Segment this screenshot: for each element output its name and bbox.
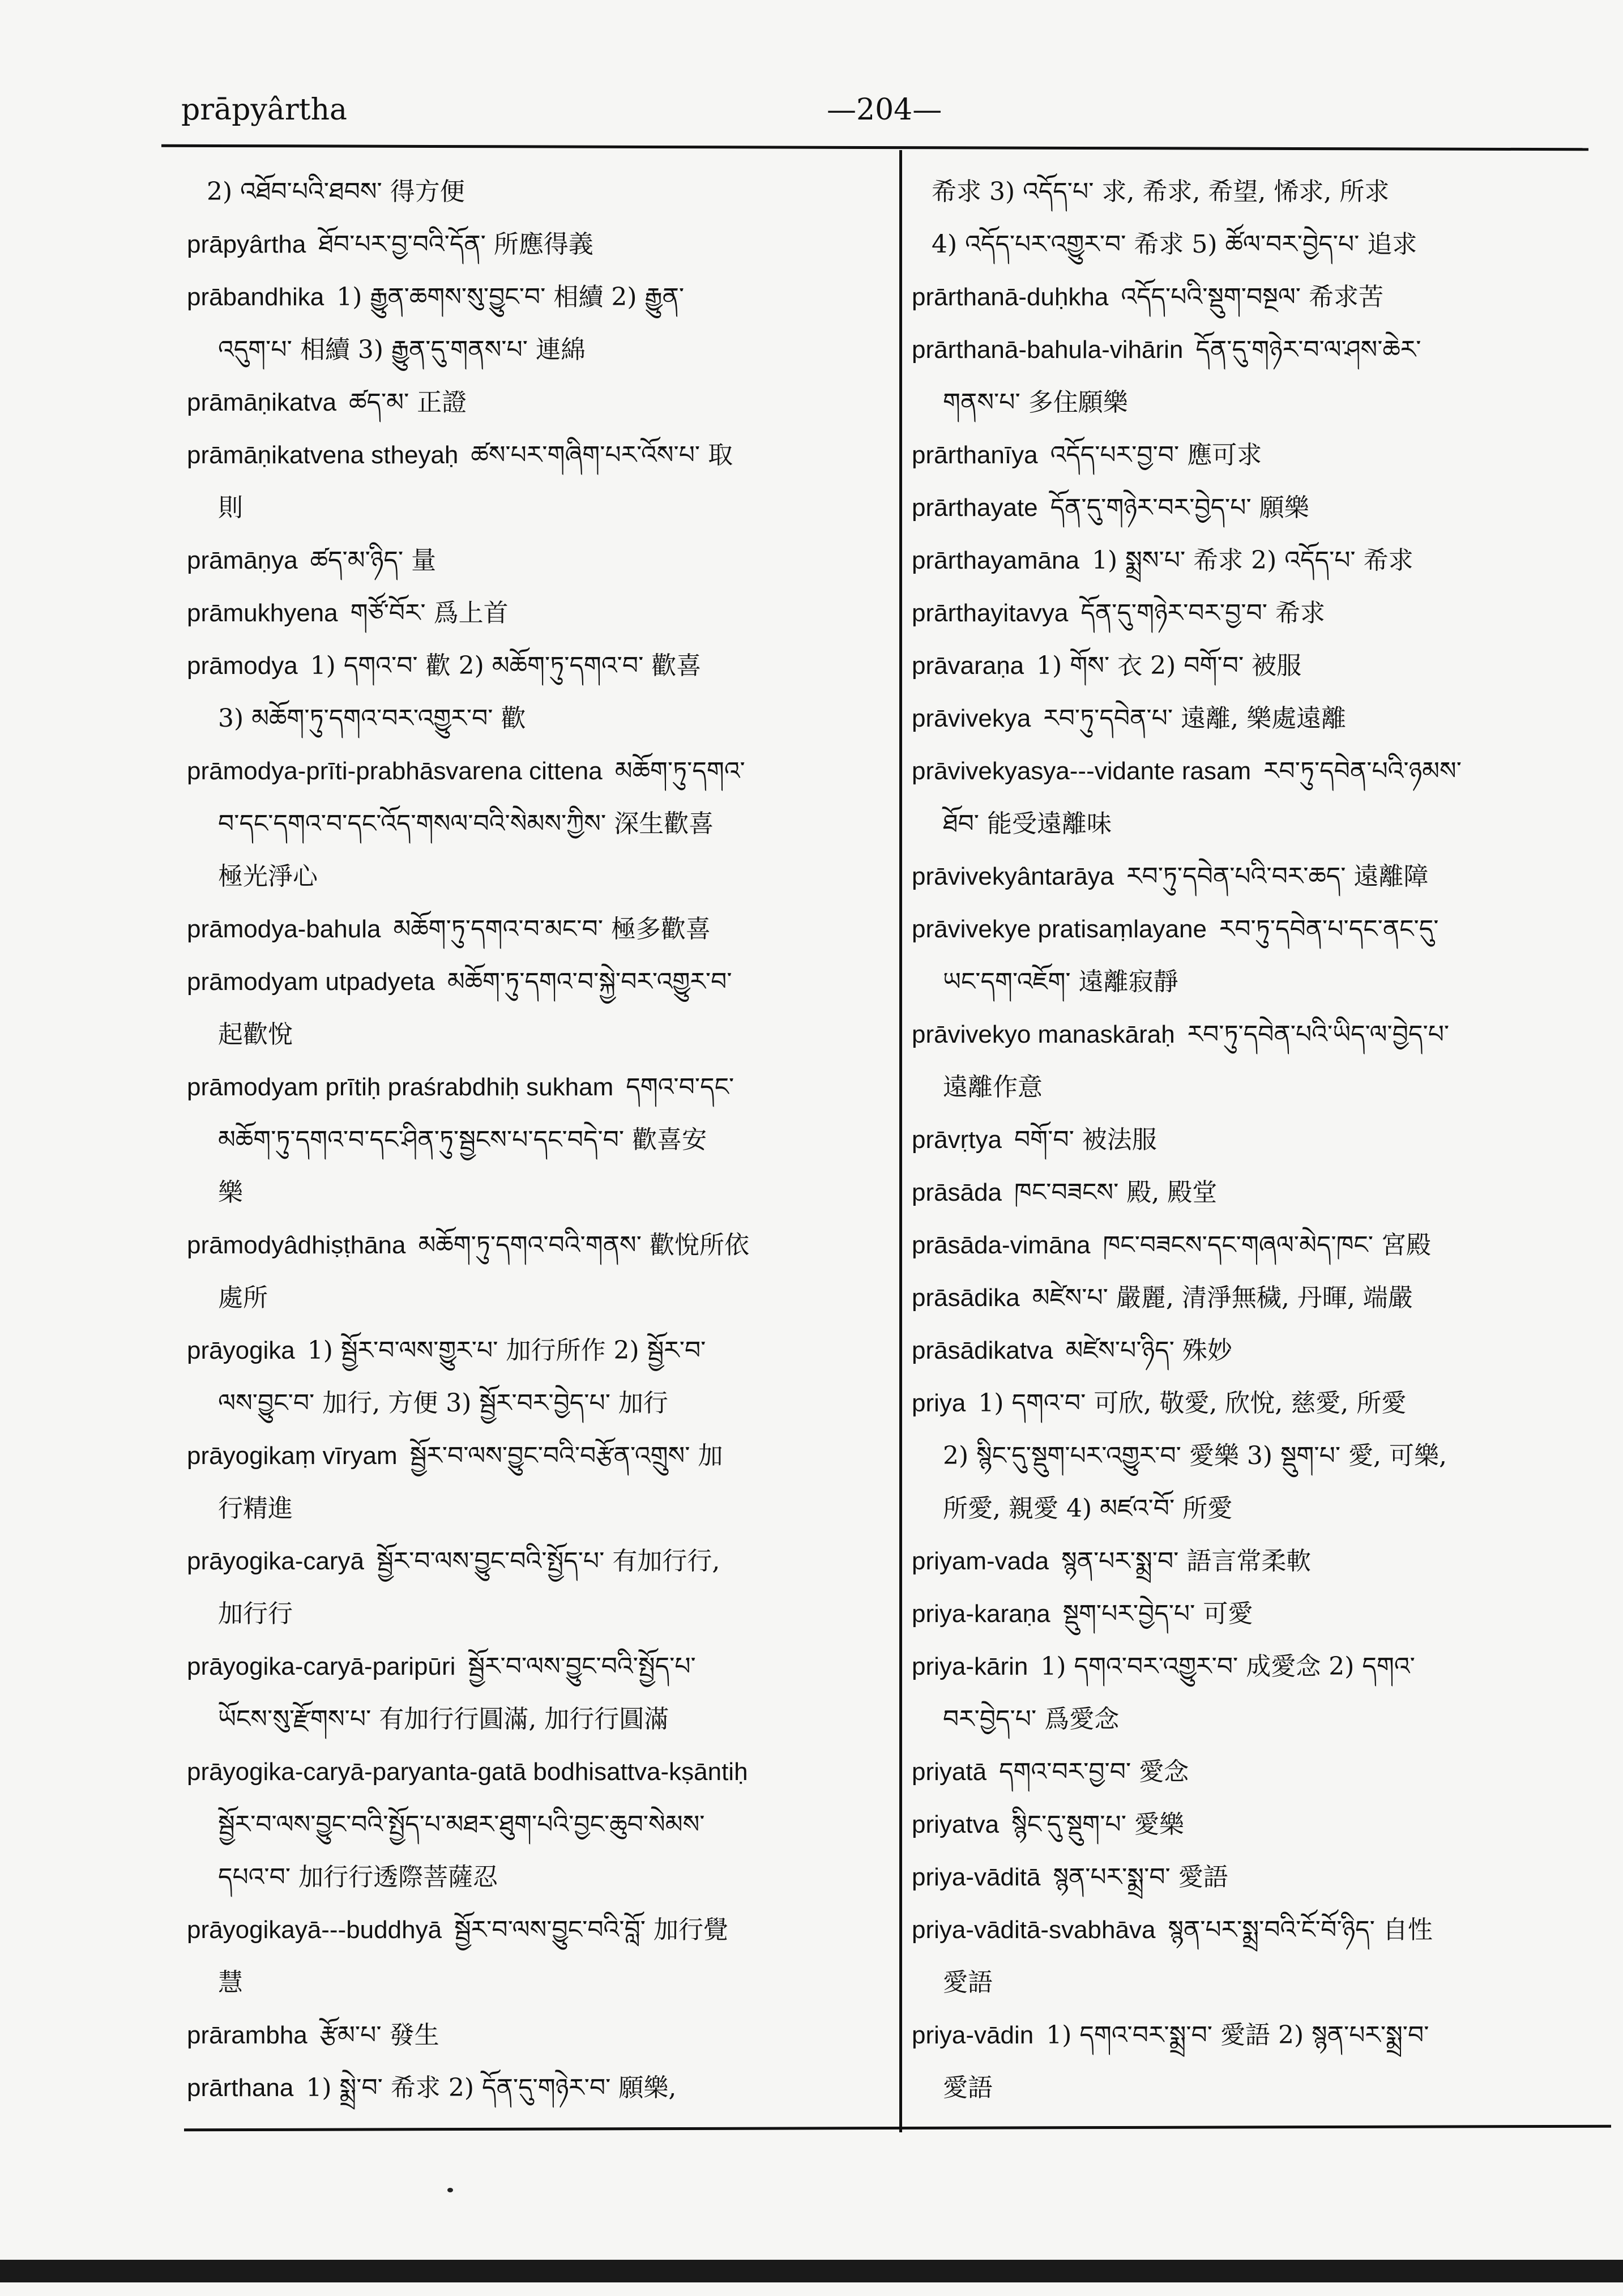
entry-headword: priyatva [912,1811,1000,1838]
entry-definition: སྙིང་དུ་སྡུག་པ་ 愛樂 [1011,1810,1184,1839]
entry-definition: མཛེས་པ་ཉིད་ 殊妙 [1065,1336,1232,1365]
entry-definition: དོན་དུ་གཉེར་བ་ལ་ཤས་ཆེར་ [1195,335,1421,364]
entry-headword: prāyogika-caryā-paripūri [187,1653,456,1680]
dictionary-entry [912,1113,1591,1166]
entry-continuation: 2) སྙིང་དུ་སྡུག་པར་འགྱུར་བ་ 愛樂 3) སྡུག་པ་ 愛, 可樂, [943,1441,1447,1470]
dictionary-entry [187,1219,886,1324]
entry-definition: 1) དགའ་བར་འགྱུར་བ་ 成愛念 2) དགའ་ [1040,1652,1415,1681]
dictionary-entry [187,2009,886,2062]
entry-headword: prāsādika [912,1284,1020,1312]
entry-definition: སྙན་པར་སྨྲ་བའི་ངོ་བོ་ཉིད་ 自性 [1168,1915,1433,1944]
entry-continuation: 行精進 [218,1494,293,1523]
entry-headword: prāvivekye pratisaṃlayane [912,915,1207,943]
entry-continuation: 愛語 [943,1968,993,1997]
entry-definition: 1) སྦྱོར་བ་ལས་གྱུར་པ་ 加行所作 2) སྦྱོར་བ་ [307,1336,706,1365]
entry-headword: prārthanā-duḥkha [912,283,1109,311]
dictionary-entry [187,1324,886,1429]
entry-continuation: 加行行 [218,1599,293,1628]
entry-continuation: འདུག་པ་ 相續 3) རྒྱུན་དུ་གནས་པ་ 連綿 [218,335,586,364]
entry-definition: མཆོག་ཏུ་དགའ་བ་མང་བ་ 極多歡喜 [393,915,711,944]
entry-definition: འདོད་པའི་སྡུག་བསྔལ་ 希求苦 [1121,283,1384,311]
dictionary-entry [912,1851,1591,1904]
entry-definition: རྩོམ་པ་ 發生 [319,2021,439,2050]
entry-headword: prābandhika [187,283,324,311]
entry-headword: priya-vāditā-svabhāva [912,1916,1156,1944]
entry-headword: priyam-vada [912,1547,1049,1575]
entry-definition: མཛེས་པ་ 嚴麗, 清淨無穢, 丹暉, 端嚴 [1032,1283,1413,1312]
entry-headword: priya-kārin [912,1653,1028,1680]
dictionary-entry [187,1904,886,2009]
scan-speck [447,2188,453,2192]
dictionary-entry [187,587,886,639]
entry-definition: དགའ་བ་དང་ [626,1073,734,1102]
entry-headword: priya-karaṇa [912,1600,1050,1628]
entry-definition: 1) གོས་ 衣 2) བགོ་བ་ 被服 [1036,651,1302,680]
bottom-rule [184,2125,1611,2132]
entry-definition: གཙོ་བོར་ 爲上首 [350,599,509,628]
entry-headword: priya-vāditā [912,1863,1041,1891]
entry-continuation: 極光淨心 [218,862,318,891]
dictionary-entry [187,429,886,534]
entry-headword: prāmāṇya [187,547,298,574]
entry-definition: 1) རྒྱུན་ཆགས་སུ་བྱུང་བ་ 相續 2) རྒྱུན་ [336,283,685,311]
entry-headword: prāvivekya [912,705,1031,732]
entry-headword: prāmodya-bahula [187,915,381,943]
dictionary-entry [187,534,886,587]
dictionary-entry [912,1271,1591,1324]
dictionary-entry [187,639,886,745]
dictionary-entry [912,165,1591,218]
dictionary-entry [912,429,1591,481]
dictionary-entry [187,165,886,218]
entry-headword: prāmodyam utpadyeta [187,968,435,996]
dictionary-entry [912,1798,1591,1851]
entry-headword: prāmāṇikatva [187,389,337,416]
entry-definition: 1) དགའ་བ་ 歡 2) མཆོག་ཏུ་དགའ་བ་ 歡喜 [310,651,702,680]
entry-definition: སྙན་པར་སྨྲ་བ་ 語言常柔軟 [1061,1547,1312,1576]
entry-continuation: ཡོངས་སུ་རྫོགས་པ་ 有加行行圓滿, 加行行圓滿 [218,1705,669,1734]
dictionary-entry [187,1429,886,1535]
entry-definition: དོན་དུ་གཉེར་བར་བྱེད་པ་ 願樂 [1050,493,1309,522]
entry-headword: prāyogika [187,1337,295,1364]
entry-definition: སྙན་པར་སྨྲ་བ་ 愛語 [1053,1863,1228,1892]
entry-continuation: མཆོག་ཏུ་དགའ་བ་དང་ཤིན་ཏུ་སྦྱངས་པ་དང་བདེ་བ་ 歡喜安 [218,1125,707,1154]
entry-definition: དོན་དུ་གཉེར་བར་བྱ་བ་ 希求 [1080,599,1326,628]
entry-headword: prārthanā-bahula-vihārin [912,336,1184,364]
entry-headword: prāyogika-caryā-paryanta-gatā bodhisattva-kṣāntiḥ [187,1758,748,1786]
dictionary-entry [912,745,1591,850]
entry-continuation: 則 [218,493,243,522]
dictionary-entry [912,1324,1591,1377]
dictionary-entry [187,903,886,955]
dictionary-entry [187,745,886,903]
entry-headword: priya [912,1389,966,1417]
entry-definition: ཁང་བཟངས་ 殿, 殿堂 [1014,1178,1218,1207]
entry-headword: prāmodyam prītiḥ praśrabdhiḥ sukham [187,1073,614,1101]
entry-headword: prāmodyâdhiṣṭhāna [187,1231,406,1259]
dictionary-entry [187,1746,886,1904]
entry-continuation: 3) མཆོག་ཏུ་དགའ་བར་འགྱུར་བ་ 歡 [218,704,526,733]
entry-headword: prārthayitavya [912,599,1069,627]
entry-headword: priyatā [912,1758,987,1786]
entry-headword: prārthayamāna [912,547,1079,574]
right-column [912,165,1591,2114]
dictionary-entry [187,218,886,271]
entry-definition: རབ་ཏུ་དབེན་པའི་ཉམས་ [1263,757,1462,786]
entry-continuation: 樂 [218,1178,243,1207]
entry-definition: 希求 3) འདོད་པ་ 求, 希求, 希望, 悕求, 所求 [932,177,1390,206]
dictionary-entry [912,218,1591,271]
entry-headword: prārthanīya [912,441,1038,469]
dictionary-entry [187,2062,886,2114]
dictionary-entry [912,692,1591,745]
entry-definition: 1) དགའ་བར་སྨྲ་བ་ 愛語 2) སྙན་པར་སྨྲ་བ་ [1046,2021,1429,2050]
entry-definition: དགའ་བར་བྱ་བ་ 愛念 [999,1757,1189,1786]
entry-continuation: 慧 [218,1968,243,1997]
entry-definition: 1) དགའ་བ་ 可欣, 敬愛, 欣悅, 慈愛, 所愛 [978,1389,1407,1418]
entry-continuation: 處所 [218,1283,268,1312]
entry-headword: prāmāṇikatvena stheyaḥ [187,441,459,469]
entry-definition: རབ་ཏུ་དབེན་པ་ 遠離, 樂處遠離 [1043,704,1347,733]
entry-definition: སྡུག་པར་བྱེད་པ་ 可愛 [1062,1599,1253,1628]
entry-headword: prāsāda [912,1179,1002,1206]
left-column [187,165,886,2114]
entry-headword: prāpyârtha [187,231,306,258]
entry-continuation: ཡང་དག་འཇོག་ 遠離寂靜 [943,967,1178,996]
entry-continuation: 遠離作意 [943,1073,1043,1102]
entry-headword: prārthana [187,2074,294,2102]
dictionary-entry [912,1587,1591,1640]
entry-continuation: 起歡悅 [218,1020,293,1049]
entry-headword: prāyogikaṃ vīryam [187,1442,398,1470]
dictionary-entry [912,1377,1591,1535]
entry-continuation: སྦྱོར་བ་ལས་བྱུང་བའི་སྤྱོད་པ་མཐར་ཐུག་པའི་བྱང་ཆུབ་སེམས་ [218,1810,705,1839]
dictionary-entry [187,955,886,1061]
entry-definition: མཆོག་ཏུ་དགའ་བའི་གནས་ 歡悅所依 [418,1231,749,1260]
dictionary-entry [912,1219,1591,1271]
entry-definition: 1) སྨྲེ་བ་ 希求 2) དོན་དུ་གཉེར་བ་ 願樂, [306,2073,677,2102]
entry-definition: 2) འཐོབ་པའི་ཐབས་ 得方便 [207,177,465,206]
entry-headword: prāvivekyântarāya [912,863,1114,890]
entry-definition: རབ་ཏུ་དབེན་པ་དང་ནང་དུ་ [1219,915,1439,944]
dictionary-entry [187,376,886,429]
dictionary-entry [912,2009,1591,2114]
entry-definition: ཐོབ་པར་བྱ་བའི་དོན་ 所應得義 [318,230,593,259]
dictionary-entry [912,639,1591,692]
dictionary-entry [912,1640,1591,1746]
page-number: —204— [827,93,942,127]
entry-definition: ཚས་པར་གཞིག་པར་འོས་པ་ 取 [471,441,733,470]
entry-definition: སྦྱོར་བ་ལས་བྱུང་བའི་བློ་ 加行覺 [454,1915,728,1944]
entry-headword: prāsāda-vimāna [912,1231,1091,1259]
entry-headword: prāyogikayā---buddhyā [187,1916,442,1944]
column-divider [899,150,902,2132]
dictionary-entry [912,1535,1591,1587]
entry-definition: 4) འདོད་པར་འགྱུར་བ་ 希求 5) ཚོལ་བར་བྱེད་པ་ 追求 [932,230,1417,259]
entry-continuation: བ་དང་དགའ་བ་དང་འོད་གསལ་བའི་སེམས་ཀྱིས་ 深生歡喜 [218,809,714,838]
dictionary-entry [912,271,1591,323]
scan-footer-bar [0,2260,1623,2282]
running-head: prāpyârtha [181,93,348,127]
entry-headword: prārambha [187,2021,307,2049]
entry-continuation: 所愛, 親愛 4) མཛའ་བོ་ 所愛 [943,1494,1233,1523]
dictionary-entry [187,1640,886,1746]
entry-headword: prāmodya-prīti-prabhāsvarena cittena [187,757,603,785]
entry-definition: རབ་ཏུ་དབེན་པའི་ཡིད་ལ་བྱེད་པ་ [1187,1020,1450,1049]
entry-continuation: ལས་བྱུང་བ་ 加行, 方便 3) སྦྱོར་བར་བྱེད་པ་ 加行 [218,1389,668,1418]
dictionary-entry [912,323,1591,429]
entry-definition: མཆོག་ཏུ་དགའ་ [614,757,745,786]
entry-continuation: བར་བྱེད་པ་ 爲愛念 [943,1705,1120,1734]
dictionary-entry [912,1904,1591,2009]
dictionary-entry [912,903,1591,1008]
entry-headword: prāmodya [187,652,298,680]
entry-definition: ཚད་མ་ཉིད་ 量 [310,546,437,575]
entry-headword: prāvivekyasya---vidante rasam [912,757,1252,785]
entry-headword: prāmukhyena [187,599,338,627]
dictionary-entry [912,850,1591,903]
entry-continuation: 愛語 [943,2073,993,2102]
entry-definition: མཆོག་ཏུ་དགའ་བ་སྐྱེ་བར་འགྱུར་བ་ [447,967,732,996]
entry-headword: prāvivekyo manaskāraḥ [912,1021,1175,1048]
dictionary-entry [912,1746,1591,1798]
entry-headword: prāyogika-caryā [187,1547,365,1575]
entry-continuation: ཐོབ་ 能受遠離味 [943,809,1112,838]
dictionary-entry [187,1061,886,1219]
page-header [181,85,1586,147]
dictionary-entry [187,271,886,376]
entry-definition: རབ་ཏུ་དབེན་པའི་བར་ཆད་ 遠離障 [1126,862,1429,891]
entry-definition: སྦྱོར་བ་ལས་བྱུང་བའི་སྤྱོད་པ་ 有加行行, [377,1547,720,1576]
entry-definition: སྦྱོར་བ་ལས་བྱུང་བའི་སྤྱོད་པ་ [468,1652,696,1681]
entry-definition: 1) སྨྲས་པ་ 希求 2) འདོད་པ་ 希求 [1091,546,1413,575]
entry-headword: prāvaraṇa [912,652,1024,680]
entry-definition: ཚད་མ་ 正證 [349,388,467,417]
dictionary-entry [187,1535,886,1640]
dictionary-entry [912,1008,1591,1113]
dictionary-entry [912,587,1591,639]
dictionary-entry [912,481,1591,534]
entry-headword: prārthayate [912,494,1038,522]
entry-headword: prāvṛtya [912,1126,1002,1154]
dictionary-entry [912,534,1591,587]
entry-definition: འདོད་པར་བྱ་བ་ 應可求 [1050,441,1262,470]
entry-definition: སྦྱོར་བ་ལས་བྱུང་བའི་བརྩོན་འགྲུས་ 加 [409,1441,723,1470]
entry-headword: prāsādikatva [912,1337,1053,1364]
entry-headword: priya-vādin [912,2021,1034,2049]
entry-definition: བགོ་བ་ 被法服 [1014,1125,1157,1154]
entry-definition: ཁང་བཟངས་དང་གཞལ་མེད་ཁང་ 宮殿 [1103,1231,1432,1260]
entry-continuation: གནས་པ་ 多住願樂 [943,388,1128,417]
entry-continuation: དཔའ་བ་ 加行行透際菩薩忍 [218,1863,498,1892]
dictionary-entry [912,1166,1591,1219]
